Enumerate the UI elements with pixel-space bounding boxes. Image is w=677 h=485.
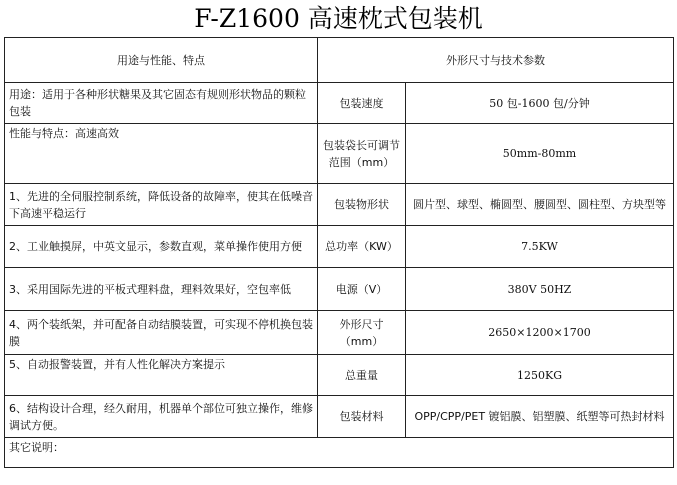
table-row [5,311,674,355]
row-value: 2650×1200×1700 [406,311,674,355]
table-row [5,355,674,396]
row-parameter: 包装物形状 [318,184,406,226]
row-parameter: 总功率（KW） [318,226,406,268]
row-value: 1250KG [406,355,674,396]
table-footer-row [5,438,674,468]
header-usage-features: 用途与性能、特点 [5,38,318,83]
row-parameter: 电源（V） [318,268,406,311]
row-parameter: 包装材料 [318,396,406,438]
row-description: 6、结构设计合理，经久耐用，机器单个部位可独立操作，维修调试方便。 [5,396,318,438]
table-row [5,226,674,268]
row-parameter: 总重量 [318,355,406,396]
table-row [5,396,674,438]
row-value: 380V 50HZ [406,268,674,311]
table-row [5,268,674,311]
row-parameter: 包装袋长可调节范围（mm） [318,124,406,184]
row-value: 50mm-80mm [406,124,674,184]
row-description: 用途：适用于各种形状糖果及其它固态有规则形状物品的颗粒包装 [5,83,318,124]
row-description: 3、采用国际先进的平板式理料盘，理料效果好，空包率低 [5,268,318,311]
row-value: 50 包-1600 包/分钟 [406,83,674,124]
row-parameter: 包装速度 [318,83,406,124]
row-description: 性能与特点：高速高效 [5,124,318,184]
other-notes: 其它说明： [5,438,674,468]
page-title: F-Z1600 高速枕式包装机 [194,4,483,33]
row-parameter: 外形尺寸（mm） [318,311,406,355]
row-description: 5、自动报警装置，并有人性化解决方案提示 [5,355,318,396]
table-row [5,83,674,124]
header-dimensions-specs: 外形尺寸与技术参数 [318,38,674,83]
row-value: 圆片型、球型、椭圆型、腰圆型、圆柱型、方块型等 [406,184,674,226]
table-row [5,184,674,226]
row-description: 2、工业触摸屏，中英文显示，参数直观，菜单操作使用方便 [5,226,318,268]
row-value: 7.5KW [406,226,674,268]
spec-table [4,37,674,468]
row-description: 4、两个装纸架，并可配备自动结膜装置，可实现不停机换包装膜 [5,311,318,355]
row-description: 1、先进的全伺服控制系统，降低设备的故障率，使其在低噪音下高速平稳运行 [5,184,318,226]
table-row [5,124,674,184]
table-header-row [5,38,674,83]
row-value: OPP/CPP/PET 镀铝膜、铝塑膜、纸塑等可热封材料 [406,396,674,438]
